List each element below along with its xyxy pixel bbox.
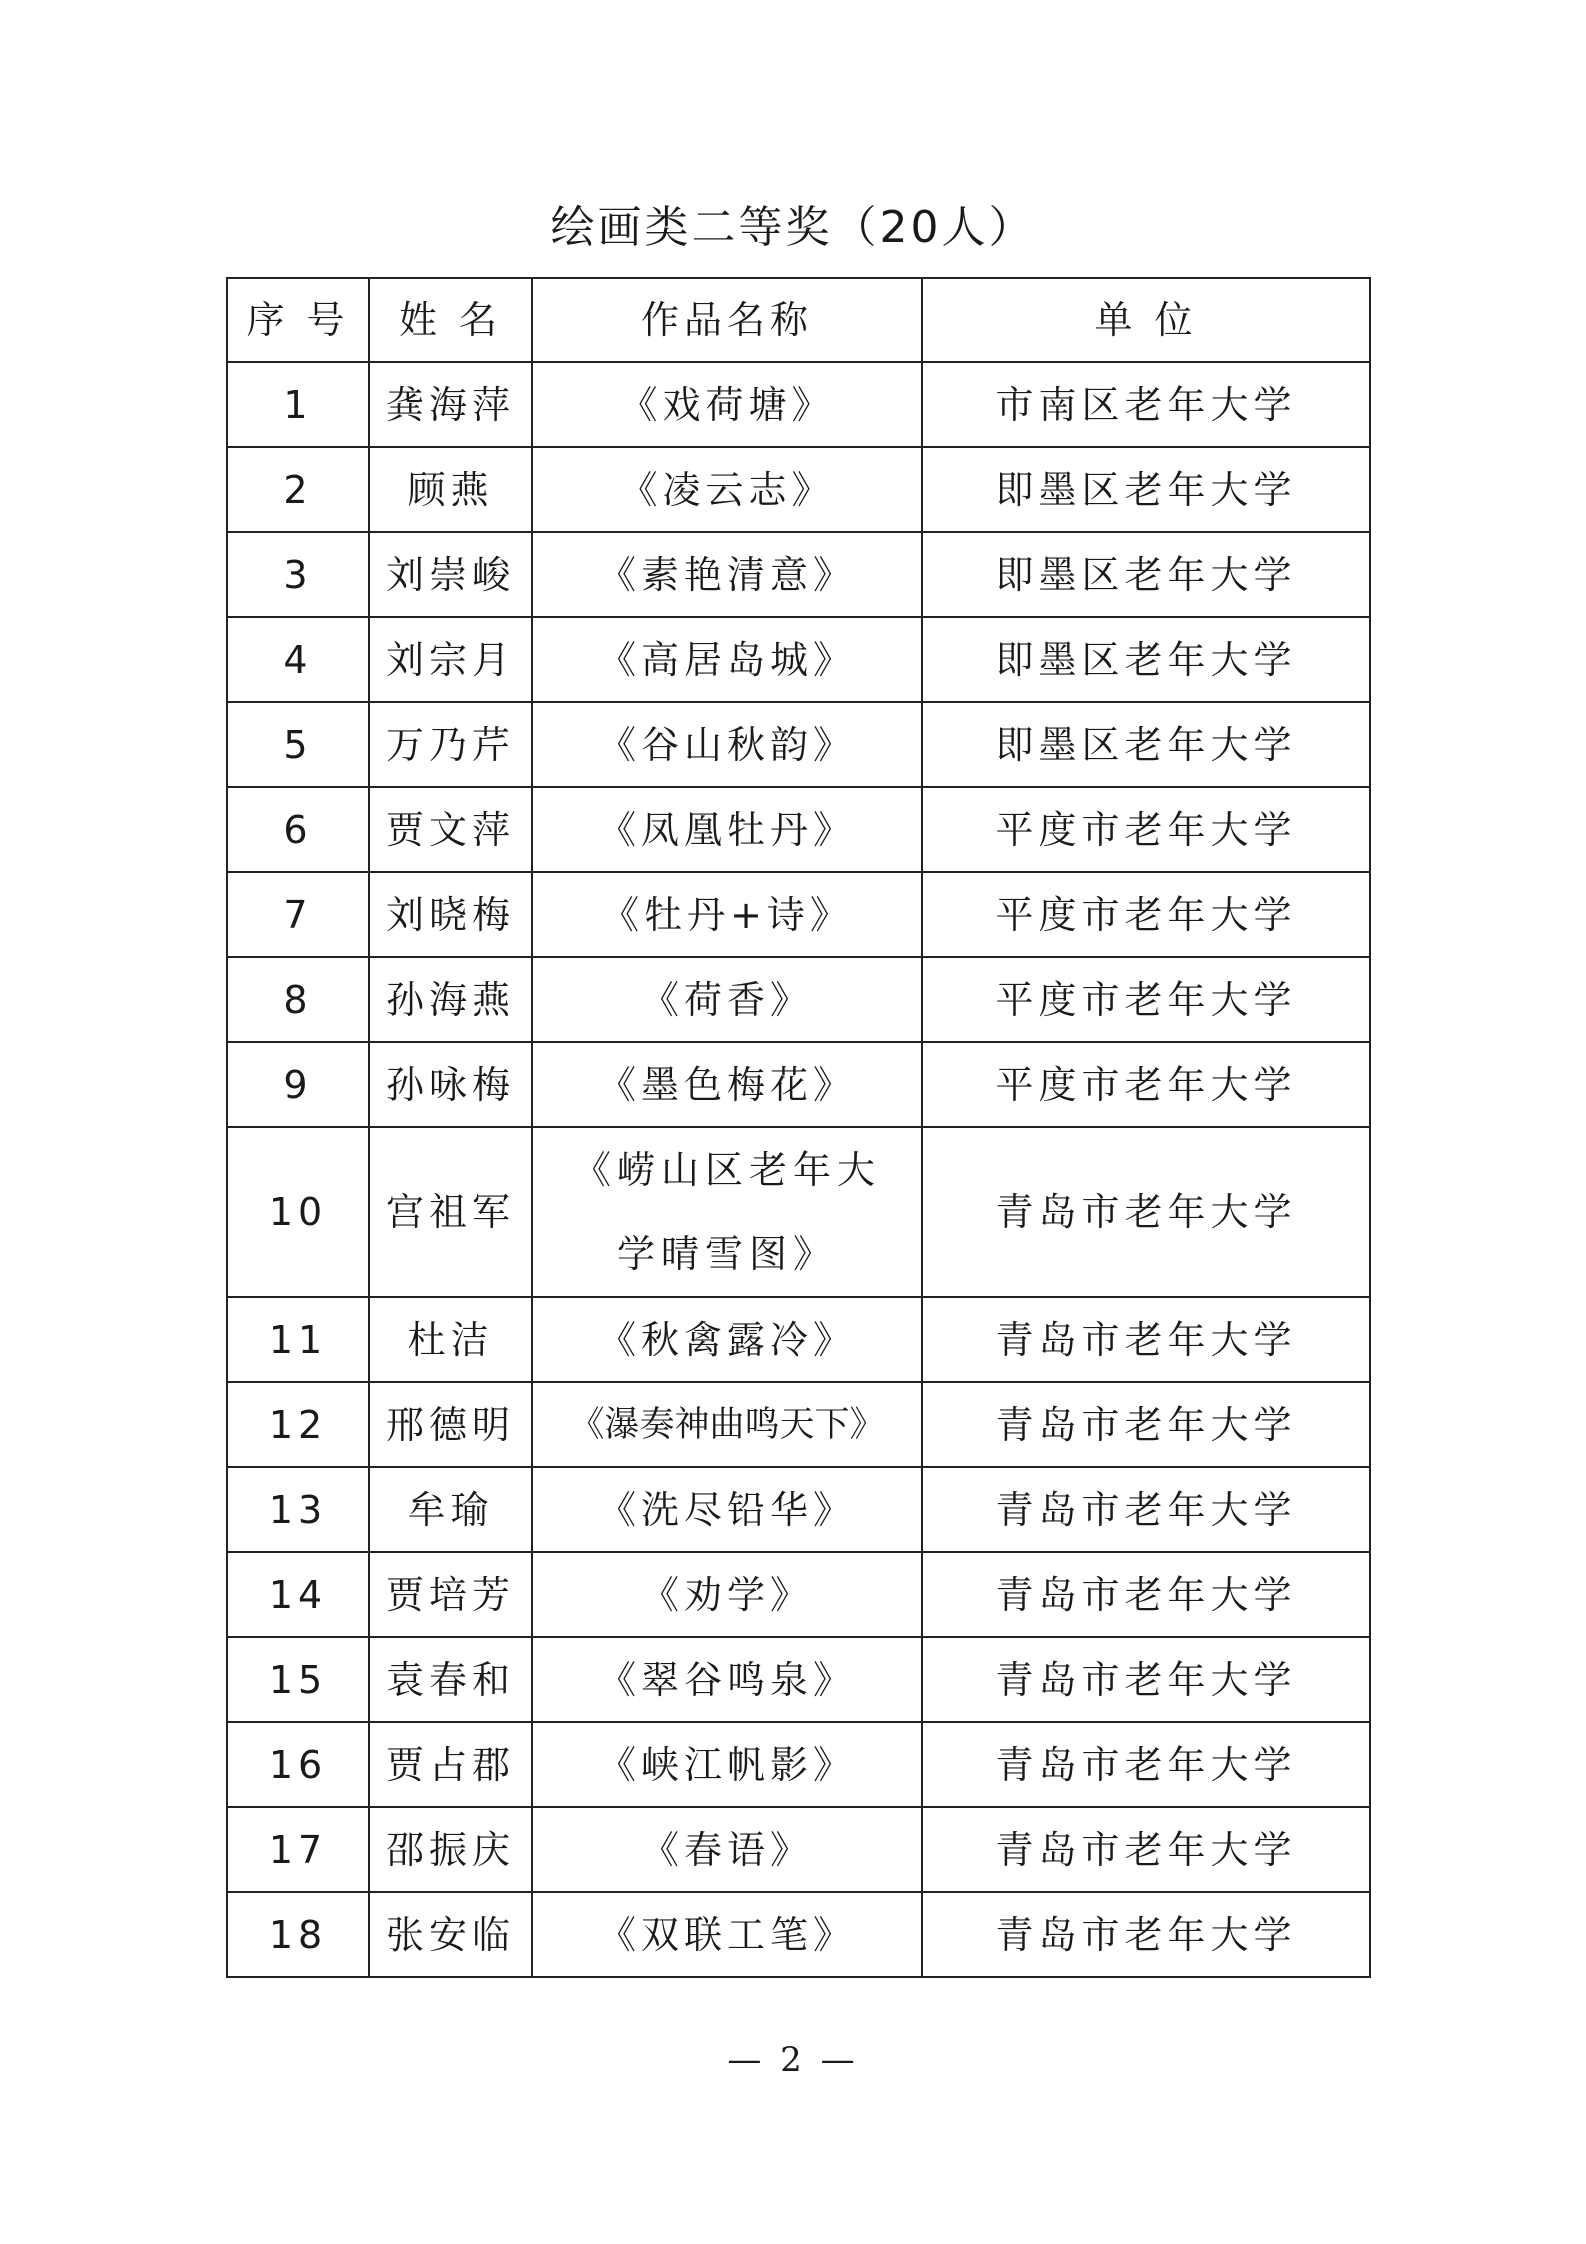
cell-name: 刘宗月 bbox=[369, 617, 532, 702]
cell-work: 《瀑奏神曲鸣天下》 bbox=[532, 1382, 922, 1467]
cell-index: 17 bbox=[227, 1807, 369, 1892]
cell-index: 5 bbox=[227, 702, 369, 787]
cell-name: 刘晓梅 bbox=[369, 872, 532, 957]
table-row bbox=[227, 1382, 1370, 1467]
cell-work: 《凌云志》 bbox=[532, 447, 922, 532]
cell-work: 《荷香》 bbox=[532, 957, 922, 1042]
table-row bbox=[227, 872, 1370, 957]
cell-work: 《峡江帆影》 bbox=[532, 1722, 922, 1807]
cell-unit: 市南区老年大学 bbox=[922, 362, 1370, 447]
cell-work: 《翠谷鸣泉》 bbox=[532, 1637, 922, 1722]
cell-index: 2 bbox=[227, 447, 369, 532]
cell-index: 9 bbox=[227, 1042, 369, 1127]
cell-name: 刘崇峻 bbox=[369, 532, 532, 617]
page-title: 绘画类二等奖（20人） bbox=[550, 202, 1036, 253]
table-row bbox=[227, 447, 1370, 532]
cell-name: 杜洁 bbox=[369, 1297, 532, 1382]
cell-work: 《洗尽铅华》 bbox=[532, 1467, 922, 1552]
cell-work: 《春语》 bbox=[532, 1807, 922, 1892]
cell-index: 16 bbox=[227, 1722, 369, 1807]
table-row bbox=[227, 957, 1370, 1042]
cell-work bbox=[532, 1127, 922, 1297]
cell-name: 贾文萍 bbox=[369, 787, 532, 872]
awards-table bbox=[226, 277, 1371, 1978]
cell-unit: 平度市老年大学 bbox=[922, 957, 1370, 1042]
table-row bbox=[227, 617, 1370, 702]
table-row bbox=[227, 1637, 1370, 1722]
cell-name: 贾培芳 bbox=[369, 1552, 532, 1637]
cell-index: 18 bbox=[227, 1892, 369, 1977]
cell-unit: 即墨区老年大学 bbox=[922, 447, 1370, 532]
cell-unit: 青岛市老年大学 bbox=[922, 1467, 1370, 1552]
cell-name: 张安临 bbox=[369, 1892, 532, 1977]
cell-index: 12 bbox=[227, 1382, 369, 1467]
table-row bbox=[227, 1467, 1370, 1552]
cell-work: 《双联工笔》 bbox=[532, 1892, 922, 1977]
cell-work-text: 《崂山区老年大学晴雪图》 bbox=[572, 1148, 881, 1276]
cell-unit: 青岛市老年大学 bbox=[922, 1722, 1370, 1807]
cell-index: 10 bbox=[227, 1127, 369, 1297]
cell-index: 15 bbox=[227, 1637, 369, 1722]
cell-name: 贾占郡 bbox=[369, 1722, 532, 1807]
cell-name: 孙咏梅 bbox=[369, 1042, 532, 1127]
table-row bbox=[227, 532, 1370, 617]
cell-name: 邵振庆 bbox=[369, 1807, 532, 1892]
cell-unit: 青岛市老年大学 bbox=[922, 1127, 1370, 1297]
cell-name: 顾燕 bbox=[369, 447, 532, 532]
cell-unit: 青岛市老年大学 bbox=[922, 1637, 1370, 1722]
cell-index: 4 bbox=[227, 617, 369, 702]
cell-unit: 青岛市老年大学 bbox=[922, 1297, 1370, 1382]
cell-work: 《墨色梅花》 bbox=[532, 1042, 922, 1127]
header-index: 序 号 bbox=[227, 278, 369, 362]
header-unit: 单 位 bbox=[922, 278, 1370, 362]
table-row bbox=[227, 1722, 1370, 1807]
cell-name: 万乃芹 bbox=[369, 702, 532, 787]
header-name: 姓 名 bbox=[369, 278, 532, 362]
cell-name: 牟瑜 bbox=[369, 1467, 532, 1552]
cell-unit: 平度市老年大学 bbox=[922, 1042, 1370, 1127]
cell-unit: 青岛市老年大学 bbox=[922, 1892, 1370, 1977]
cell-unit: 平度市老年大学 bbox=[922, 787, 1370, 872]
cell-name: 孙海燕 bbox=[369, 957, 532, 1042]
cell-index: 6 bbox=[227, 787, 369, 872]
cell-unit: 青岛市老年大学 bbox=[922, 1807, 1370, 1892]
cell-work: 《素艳清意》 bbox=[532, 532, 922, 617]
table-header-row bbox=[227, 278, 1370, 362]
cell-index: 8 bbox=[227, 957, 369, 1042]
cell-work: 《秋禽露冷》 bbox=[532, 1297, 922, 1382]
cell-unit: 青岛市老年大学 bbox=[922, 1382, 1370, 1467]
cell-name: 宫祖军 bbox=[369, 1127, 532, 1297]
cell-unit: 平度市老年大学 bbox=[922, 872, 1370, 957]
cell-name: 龚海萍 bbox=[369, 362, 532, 447]
cell-index: 3 bbox=[227, 532, 369, 617]
cell-work: 《谷山秋韵》 bbox=[532, 702, 922, 787]
cell-index: 14 bbox=[227, 1552, 369, 1637]
cell-index: 11 bbox=[227, 1297, 369, 1382]
cell-index: 1 bbox=[227, 362, 369, 447]
cell-unit: 即墨区老年大学 bbox=[922, 617, 1370, 702]
table-row bbox=[227, 702, 1370, 787]
cell-work: 《牡丹+诗》 bbox=[532, 872, 922, 957]
table-row bbox=[227, 1127, 1370, 1297]
table-row bbox=[227, 362, 1370, 447]
cell-work: 《劝学》 bbox=[532, 1552, 922, 1637]
table-row bbox=[227, 1552, 1370, 1637]
table-row bbox=[227, 1892, 1370, 1977]
cell-work: 《凤凰牡丹》 bbox=[532, 787, 922, 872]
cell-index: 13 bbox=[227, 1467, 369, 1552]
table-row bbox=[227, 1297, 1370, 1382]
page-number: — 2 — bbox=[727, 2040, 859, 2080]
cell-unit: 青岛市老年大学 bbox=[922, 1552, 1370, 1637]
cell-work: 《戏荷塘》 bbox=[532, 362, 922, 447]
cell-name: 邢德明 bbox=[369, 1382, 532, 1467]
cell-unit: 即墨区老年大学 bbox=[922, 532, 1370, 617]
cell-name: 袁春和 bbox=[369, 1637, 532, 1722]
cell-index: 7 bbox=[227, 872, 369, 957]
table-row bbox=[227, 787, 1370, 872]
cell-work: 《高居岛城》 bbox=[532, 617, 922, 702]
table-row bbox=[227, 1807, 1370, 1892]
table-row bbox=[227, 1042, 1370, 1127]
cell-unit: 即墨区老年大学 bbox=[922, 702, 1370, 787]
header-work: 作品名称 bbox=[532, 278, 922, 362]
